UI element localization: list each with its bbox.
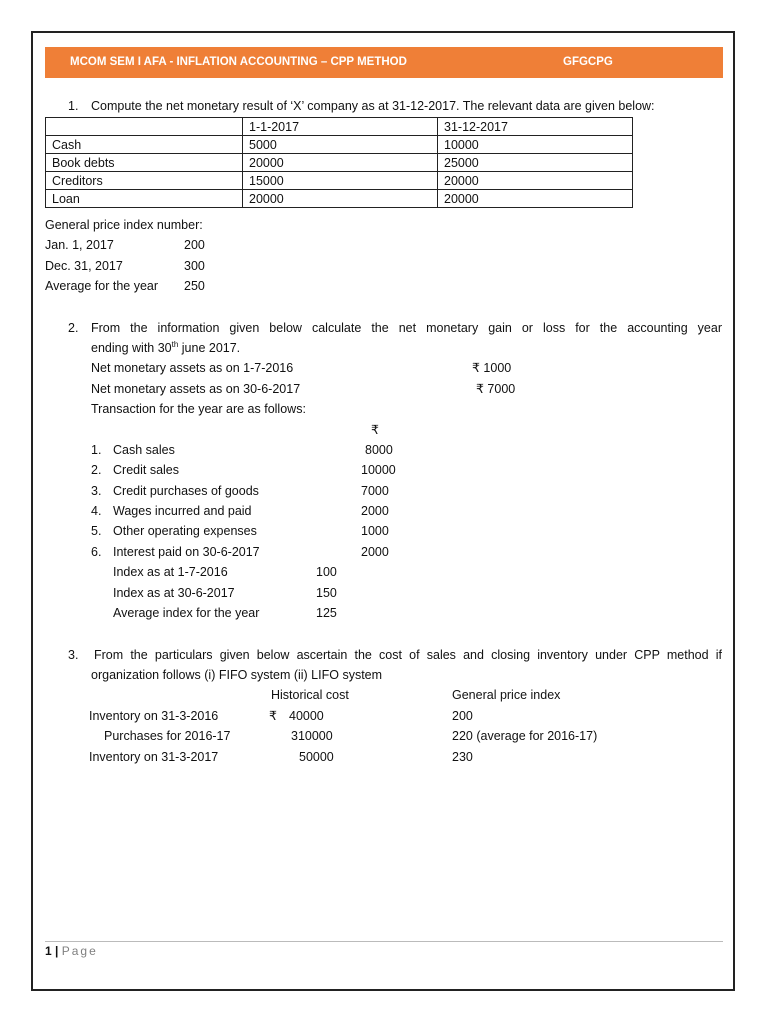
q2-item-value: 2000 xyxy=(361,504,389,518)
footer-divider xyxy=(45,941,723,942)
q2-text-pre: ending with 30 xyxy=(91,341,172,355)
q2-asset-value: ₹ 1000 xyxy=(472,361,512,375)
header-title: MCOM SEM I AFA - INFLATION ACCOUNTING – CPP METHOD xyxy=(70,56,407,68)
q2-item-number: 4. xyxy=(91,504,102,518)
table-cell: 25000 xyxy=(438,154,633,172)
q3-row-cost: 50000 xyxy=(299,750,334,764)
q2-item-label: Credit sales xyxy=(113,463,179,477)
q1-index-value: 300 xyxy=(184,259,205,273)
q3-row-label: Purchases for 2016-17 xyxy=(104,729,231,743)
footer-separator: | xyxy=(51,944,62,958)
table-cell: 5000 xyxy=(243,136,438,154)
table-cell: Book debts xyxy=(46,154,243,172)
q2-text-line1: From the information given below calculate the net monetary gain or loss for the accounting year xyxy=(91,321,722,335)
q2-text-post: june 2017. xyxy=(178,341,241,355)
q1-index-title: General price index number: xyxy=(45,218,203,232)
table-cell: 10000 xyxy=(438,136,633,154)
q3-text-line1: From the particulars given below ascertain the cost of sales and closing inventory under CPP method if xyxy=(94,648,722,662)
q2-currency-symbol: ₹ xyxy=(371,423,379,437)
q2-item-value: 2000 xyxy=(361,545,389,559)
q2-item-label: Other operating expenses xyxy=(113,524,257,538)
table-row xyxy=(46,154,633,172)
q1-text: Compute the net monetary result of ‘X’ company as at 31-12-2017. The relevant data are given below: xyxy=(91,99,655,113)
q2-index-label: Index as at 1-7-2016 xyxy=(113,565,228,579)
table-row xyxy=(46,172,633,190)
q2-transactions-title: Transaction for the year are as follows: xyxy=(91,402,306,416)
table-row xyxy=(46,190,633,208)
q2-index-label: Index as at 30-6-2017 xyxy=(113,586,235,600)
q2-asset-value: ₹ 7000 xyxy=(476,382,516,396)
table-cell: 20000 xyxy=(438,190,633,208)
q3-row-index: 230 xyxy=(452,750,473,764)
q3-row-index: 200 xyxy=(452,709,473,723)
q2-item-number: 5. xyxy=(91,524,102,538)
page-number: 1 xyxy=(45,944,52,958)
header-college-code: GFGCPG xyxy=(563,56,613,68)
q2-asset-label: Net monetary assets as on 30-6-2017 xyxy=(91,382,301,396)
q1-index-value: 200 xyxy=(184,238,205,252)
table-cell: 20000 xyxy=(243,154,438,172)
q2-item-value: 10000 xyxy=(361,463,396,477)
q2-asset-label: Net monetary assets as on 1-7-2016 xyxy=(91,361,294,375)
q2-index-value: 100 xyxy=(316,565,337,579)
q1-index-label: Dec. 31, 2017 xyxy=(45,259,123,273)
q3-row-cost: 40000 xyxy=(289,709,324,723)
q2-number: 2. xyxy=(68,321,79,335)
page-footer xyxy=(45,944,98,958)
q1-index-label: Jan. 1, 2017 xyxy=(45,238,114,252)
q2-item-number: 2. xyxy=(91,463,102,477)
page-word: Page xyxy=(61,944,98,958)
q3-number: 3. xyxy=(68,648,79,662)
q1-index-label: Average for the year xyxy=(45,279,159,293)
q3-row-label: Inventory on 31-3-2016 xyxy=(89,709,219,723)
table-cell: Creditors xyxy=(46,172,243,190)
q2-item-number: 6. xyxy=(91,545,102,559)
table-cell: 15000 xyxy=(243,172,438,190)
q1-index-value: 250 xyxy=(184,279,205,293)
table-header-cell: 31-12-2017 xyxy=(438,118,633,136)
table-header-cell xyxy=(46,118,243,136)
q3-currency-symbol: ₹ xyxy=(269,709,277,723)
q3-row-label: Inventory on 31-3-2017 xyxy=(89,750,219,764)
q2-item-label: Interest paid on 30-6-2017 xyxy=(113,545,260,559)
q2-item-value: 1000 xyxy=(361,524,389,538)
table-cell: 20000 xyxy=(243,190,438,208)
q2-index-value: 150 xyxy=(316,586,337,600)
q3-col-historical-cost: Historical cost xyxy=(271,688,349,702)
q3-col-price-index: General price index xyxy=(452,688,561,702)
table-row xyxy=(46,136,633,154)
table-cell: 20000 xyxy=(438,172,633,190)
q2-item-number: 1. xyxy=(91,443,102,457)
q2-text-sup: th xyxy=(171,339,179,349)
header-bar xyxy=(45,47,723,78)
q2-item-label: Wages incurred and paid xyxy=(113,504,252,518)
q1-number: 1. xyxy=(68,99,79,113)
q3-text-line2: organization follows (i) FIFO system (ii) LIFO system xyxy=(91,668,383,682)
table-cell: Loan xyxy=(46,190,243,208)
table-cell: Cash xyxy=(46,136,243,154)
q2-item-label: Credit purchases of goods xyxy=(113,484,259,498)
table-header-cell: 1-1-2017 xyxy=(243,118,438,136)
q2-item-label: Cash sales xyxy=(113,443,175,457)
q2-item-value: 7000 xyxy=(361,484,389,498)
q2-item-value: 8000 xyxy=(365,443,393,457)
q3-row-cost: 310000 xyxy=(291,729,333,743)
table-header-row xyxy=(46,118,633,136)
q1-table xyxy=(45,117,633,208)
q2-index-label: Average index for the year xyxy=(113,606,260,620)
q2-item-number: 3. xyxy=(91,484,102,498)
q3-row-index: 220 (average for 2016-17) xyxy=(452,729,598,743)
q2-text-line2 xyxy=(91,340,240,356)
q2-index-value: 125 xyxy=(316,606,337,620)
